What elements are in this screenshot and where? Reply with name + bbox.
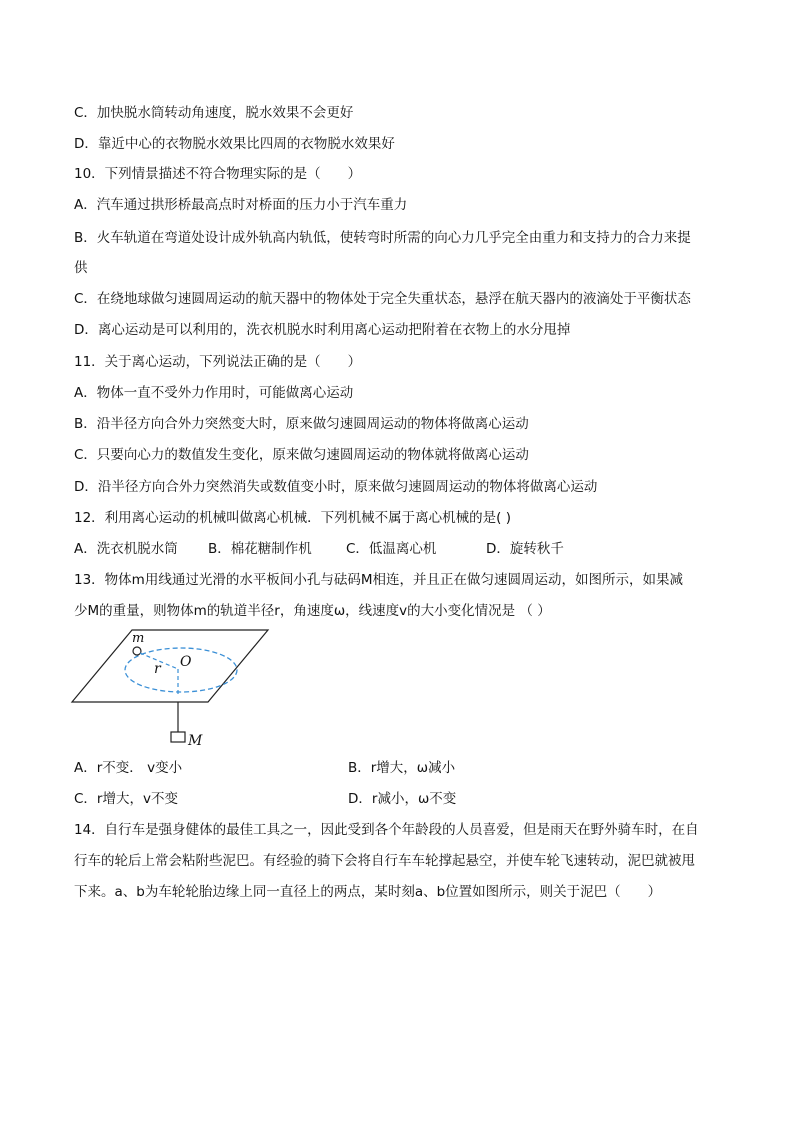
label-M: M: [188, 733, 203, 749]
q13-figure: [70, 628, 270, 750]
q13-option-a: A．r不变． v变小: [74, 760, 183, 776]
question-14-stem-2: 行车的轮后上常会粘附些泥巴。有经验的骑下会将自行车车轮撑起悬空，并使车轮飞速转动，泥巴就被甩: [74, 853, 695, 869]
line-q10c: C．在绕地球做匀速圆周运动的航天器中的物体处于完全失重状态，悬浮在航天器内的液滴处于平衡状态: [74, 291, 691, 307]
q13-options-row-2: [74, 789, 714, 809]
weight-M-block: [171, 732, 185, 742]
label-r: r: [154, 661, 161, 677]
q12-option-d: D．旋转秋千: [486, 541, 564, 557]
q12-options: [74, 539, 714, 559]
line-q10b-1: B．火车轨道在弯道处设计成外轨高内轨低，使转弯时所需的向心力几乎完全由重力和支持力的合力来提: [74, 230, 691, 246]
q13-option-c: C．r增大，v不变: [74, 791, 178, 807]
q12-option-a: A．洗衣机脱水筒: [74, 541, 178, 557]
q12-option-b: B．棉花糖制作机: [208, 541, 312, 557]
line-q11c: C．只要向心力的数值发生变化，原来做匀速圆周运动的物体就将做离心运动: [74, 447, 529, 463]
question-12-stem: 12．利用离心运动的机械叫做离心机械．下列机械不属于离心机械的是( ): [74, 510, 512, 526]
line-q9c: C．加快脱水筒转动角速度，脱水效果不会更好: [74, 105, 354, 121]
line-q9d: D．靠近中心的衣物脱水效果比四周的衣物脱水效果好: [74, 136, 395, 152]
q13-option-d: D．r减小，ω不变: [348, 791, 457, 807]
line-q10d: D．离心运动是可以利用的，洗衣机脱水时利用离心运动把附着在衣物上的水分甩掉: [74, 322, 571, 338]
q13-options-row-1: [74, 758, 714, 778]
label-m: m: [132, 631, 145, 646]
mass-m-ball: [133, 647, 141, 655]
question-14-stem-3: 下来。a、b为车轮轮胎边缘上同一直径上的两点，某时刻a、b位置如图所示，则关于泥巴（ ）: [74, 884, 662, 900]
line-q11b: B．沿半径方向合外力突然变大时，原来做匀速圆周运动的物体将做离心运动: [74, 416, 529, 432]
q13-option-b: B．r增大，ω减小: [348, 760, 456, 776]
line-q11a: A．物体一直不受外力作用时，可能做离心运动: [74, 385, 354, 401]
question-10-stem: 10．下列情景描述不符合物理实际的是（ ）: [74, 166, 362, 182]
label-O: O: [180, 654, 192, 670]
question-11-stem: 11．关于离心运动，下列说法正确的是（ ）: [74, 354, 362, 370]
line-q10a: A．汽车通过拱形桥最高点时对桥面的压力小于汽车重力: [74, 197, 408, 213]
question-14-stem-1: 14．自行车是强身健体的最佳工具之一，因此受到各个年龄段的人员喜爱，但是雨天在野外骑车时，在自: [74, 822, 699, 838]
q13-diagram: [70, 628, 270, 750]
q12-option-c: C．低温离心机: [346, 541, 437, 557]
line-q11d: D．沿半径方向合外力突然消失或数值变小时，原来做匀速圆周运动的物体将做离心运动: [74, 479, 598, 495]
question-13-stem-2: 少M的重量，则物体m的轨道半径r，角速度ω，线速度v的大小变化情况是 （ ）: [74, 603, 551, 619]
question-13-stem-1: 13．物体m用线通过光滑的水平板间小孔与砝码M相连，并且正在做匀速圆周运动，如图所示，如果减: [74, 572, 683, 588]
line-q10b-2: 供: [74, 260, 88, 276]
